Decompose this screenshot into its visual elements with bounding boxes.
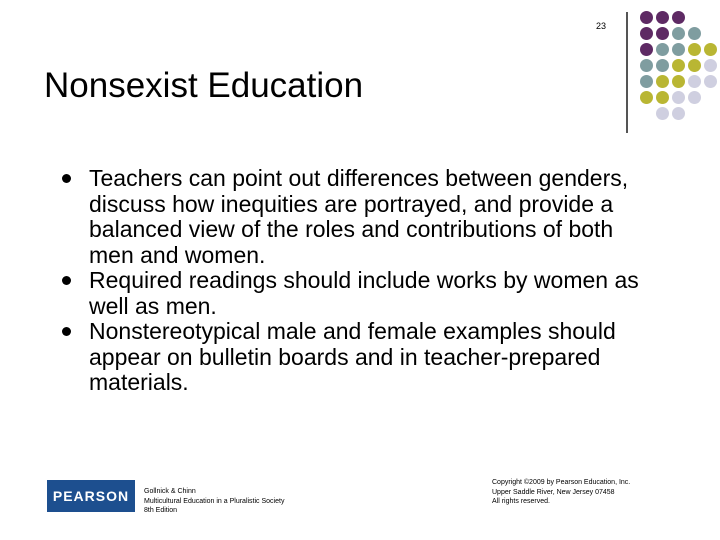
decorative-dot bbox=[704, 75, 717, 88]
bullet-icon bbox=[62, 327, 71, 336]
decorative-dot bbox=[640, 11, 653, 24]
book-edition: 8th Edition bbox=[144, 507, 178, 514]
decorative-dot bbox=[688, 75, 701, 88]
divider-line bbox=[626, 12, 628, 133]
decorative-dot bbox=[672, 107, 685, 120]
decorative-dot bbox=[688, 59, 701, 72]
bullet-text: Teachers can point out differences between genders, discuss how inequities are portrayed, and provide a balanced view of the roles and contributions of both men and women. bbox=[89, 165, 629, 268]
bullet-item bbox=[62, 268, 662, 319]
decorative-dot bbox=[640, 27, 653, 40]
decorative-dot bbox=[672, 11, 685, 24]
book-title: Multicultural Education in a Pluralistic Society bbox=[144, 497, 285, 505]
decorative-dot bbox=[672, 27, 685, 40]
decorative-dot bbox=[656, 59, 669, 72]
bullet-icon bbox=[62, 276, 71, 285]
decorative-dot bbox=[672, 75, 685, 88]
decorative-dot bbox=[656, 11, 669, 24]
pearson-logo: PEARSON bbox=[47, 480, 135, 512]
decorative-dot bbox=[688, 27, 701, 40]
copyright-rights: All rights reserved. bbox=[492, 498, 550, 505]
decorative-dot bbox=[688, 43, 701, 56]
bullet-item bbox=[62, 319, 662, 396]
decorative-dot-grid bbox=[640, 11, 720, 121]
bullet-list bbox=[62, 166, 662, 396]
decorative-dot bbox=[640, 43, 653, 56]
decorative-dot bbox=[672, 43, 685, 56]
copyright-notice bbox=[492, 478, 630, 507]
decorative-dot bbox=[640, 59, 653, 72]
bullet-item bbox=[62, 166, 662, 268]
decorative-dot bbox=[672, 91, 685, 104]
decorative-dot bbox=[656, 91, 669, 104]
bullet-icon bbox=[62, 174, 71, 183]
bullet-text: Required readings should include works by women as well as men. bbox=[89, 267, 639, 319]
decorative-dot bbox=[656, 107, 669, 120]
decorative-dot bbox=[656, 43, 669, 56]
decorative-dot bbox=[672, 59, 685, 72]
page-number: 23 bbox=[595, 21, 606, 31]
decorative-dot bbox=[688, 91, 701, 104]
decorative-dot bbox=[640, 75, 653, 88]
book-authors: Gollnick & Chinn bbox=[144, 488, 196, 495]
decorative-dot bbox=[656, 75, 669, 88]
decorative-dot bbox=[704, 43, 717, 56]
bullet-text: Nonstereotypical male and female examples should appear on bulletin boards and in teacher-prepared materials. bbox=[89, 318, 616, 395]
slide-title: Nonsexist Education bbox=[44, 66, 364, 105]
decorative-dot bbox=[656, 27, 669, 40]
decorative-dot bbox=[704, 59, 717, 72]
decorative-dot bbox=[640, 91, 653, 104]
copyright-address: Upper Saddle River, New Jersey 07458 bbox=[492, 488, 615, 496]
book-citation bbox=[144, 487, 284, 516]
copyright-line: Copyright ©2009 by Pearson Education, Inc. bbox=[492, 479, 631, 486]
